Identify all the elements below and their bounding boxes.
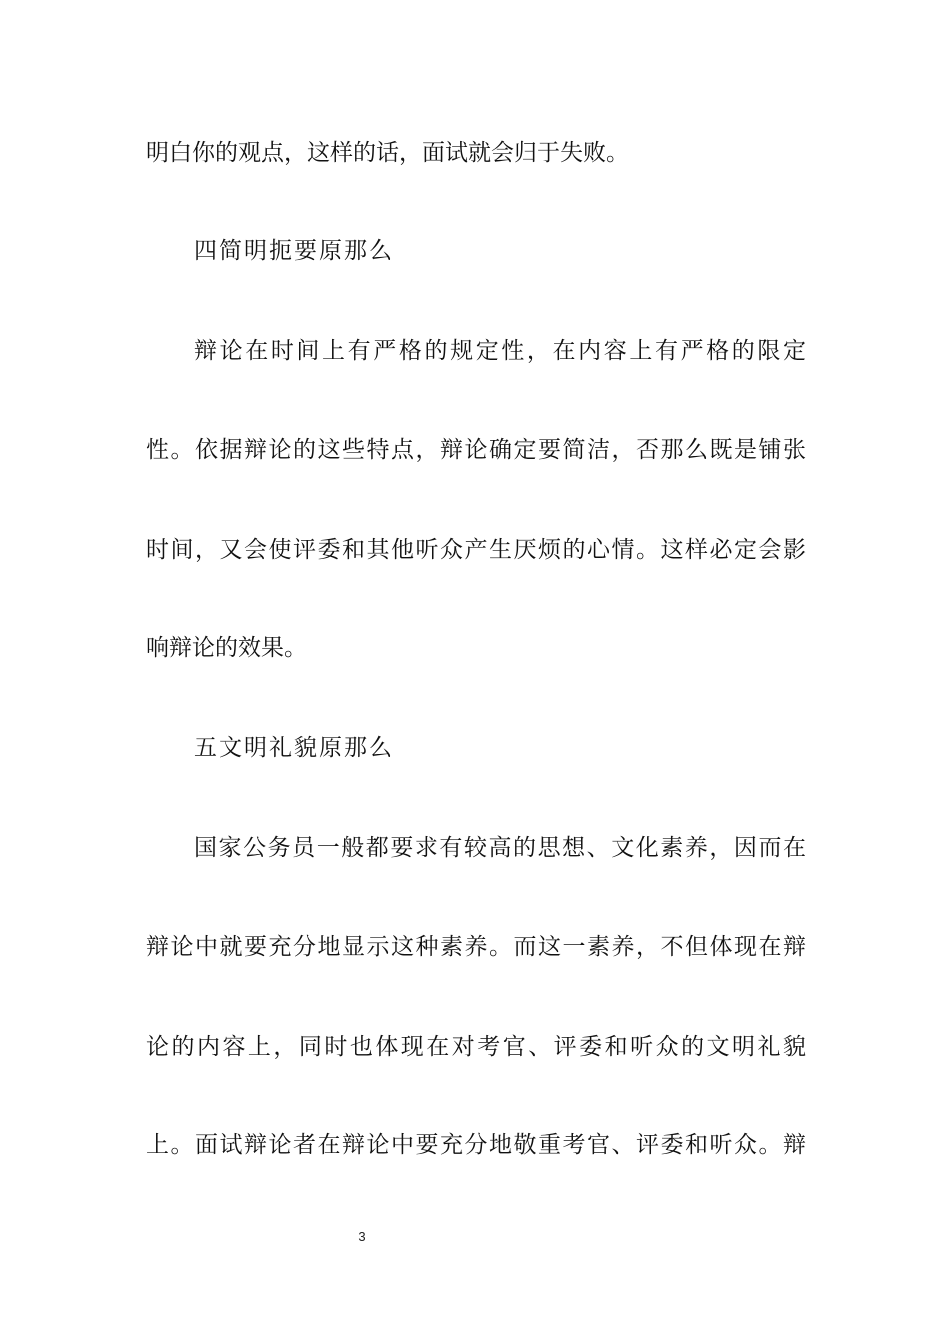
section-heading-concise-principle: 四简明扼要原那么: [194, 238, 394, 264]
paragraph-line-continuation: 明白你的观点，这样的话，面试就会归于失败。: [146, 140, 629, 166]
paragraph-line: 上。面试辩论者在辩论中要充分地敬重考官、评委和听众。辩: [146, 1132, 806, 1158]
paragraph-line: 响辩论的效果。: [146, 635, 307, 661]
paragraph-line: 时间，又会使评委和其他听众产生厌烦的心情。这样必定会影: [146, 537, 806, 563]
paragraph-line: 辩论在时间上有严格的规定性，在内容上有严格的限定: [194, 338, 806, 364]
section-heading-courtesy-principle: 五文明礼貌原那么: [194, 735, 394, 761]
paragraph-line: 性。依据辩论的这些特点，辩论确定要简洁，否那么既是铺张: [146, 437, 806, 463]
paragraph-line: 辩论中就要充分地显示这种素养。而这一素养，不但体现在辩: [146, 934, 806, 960]
page-number: 3: [358, 1229, 366, 1244]
paragraph-line: 论的内容上，同时也体现在对考官、评委和听众的文明礼貌: [146, 1034, 806, 1060]
paragraph-line: 国家公务员一般都要求有较高的思想、文化素养，因而在: [194, 835, 806, 861]
